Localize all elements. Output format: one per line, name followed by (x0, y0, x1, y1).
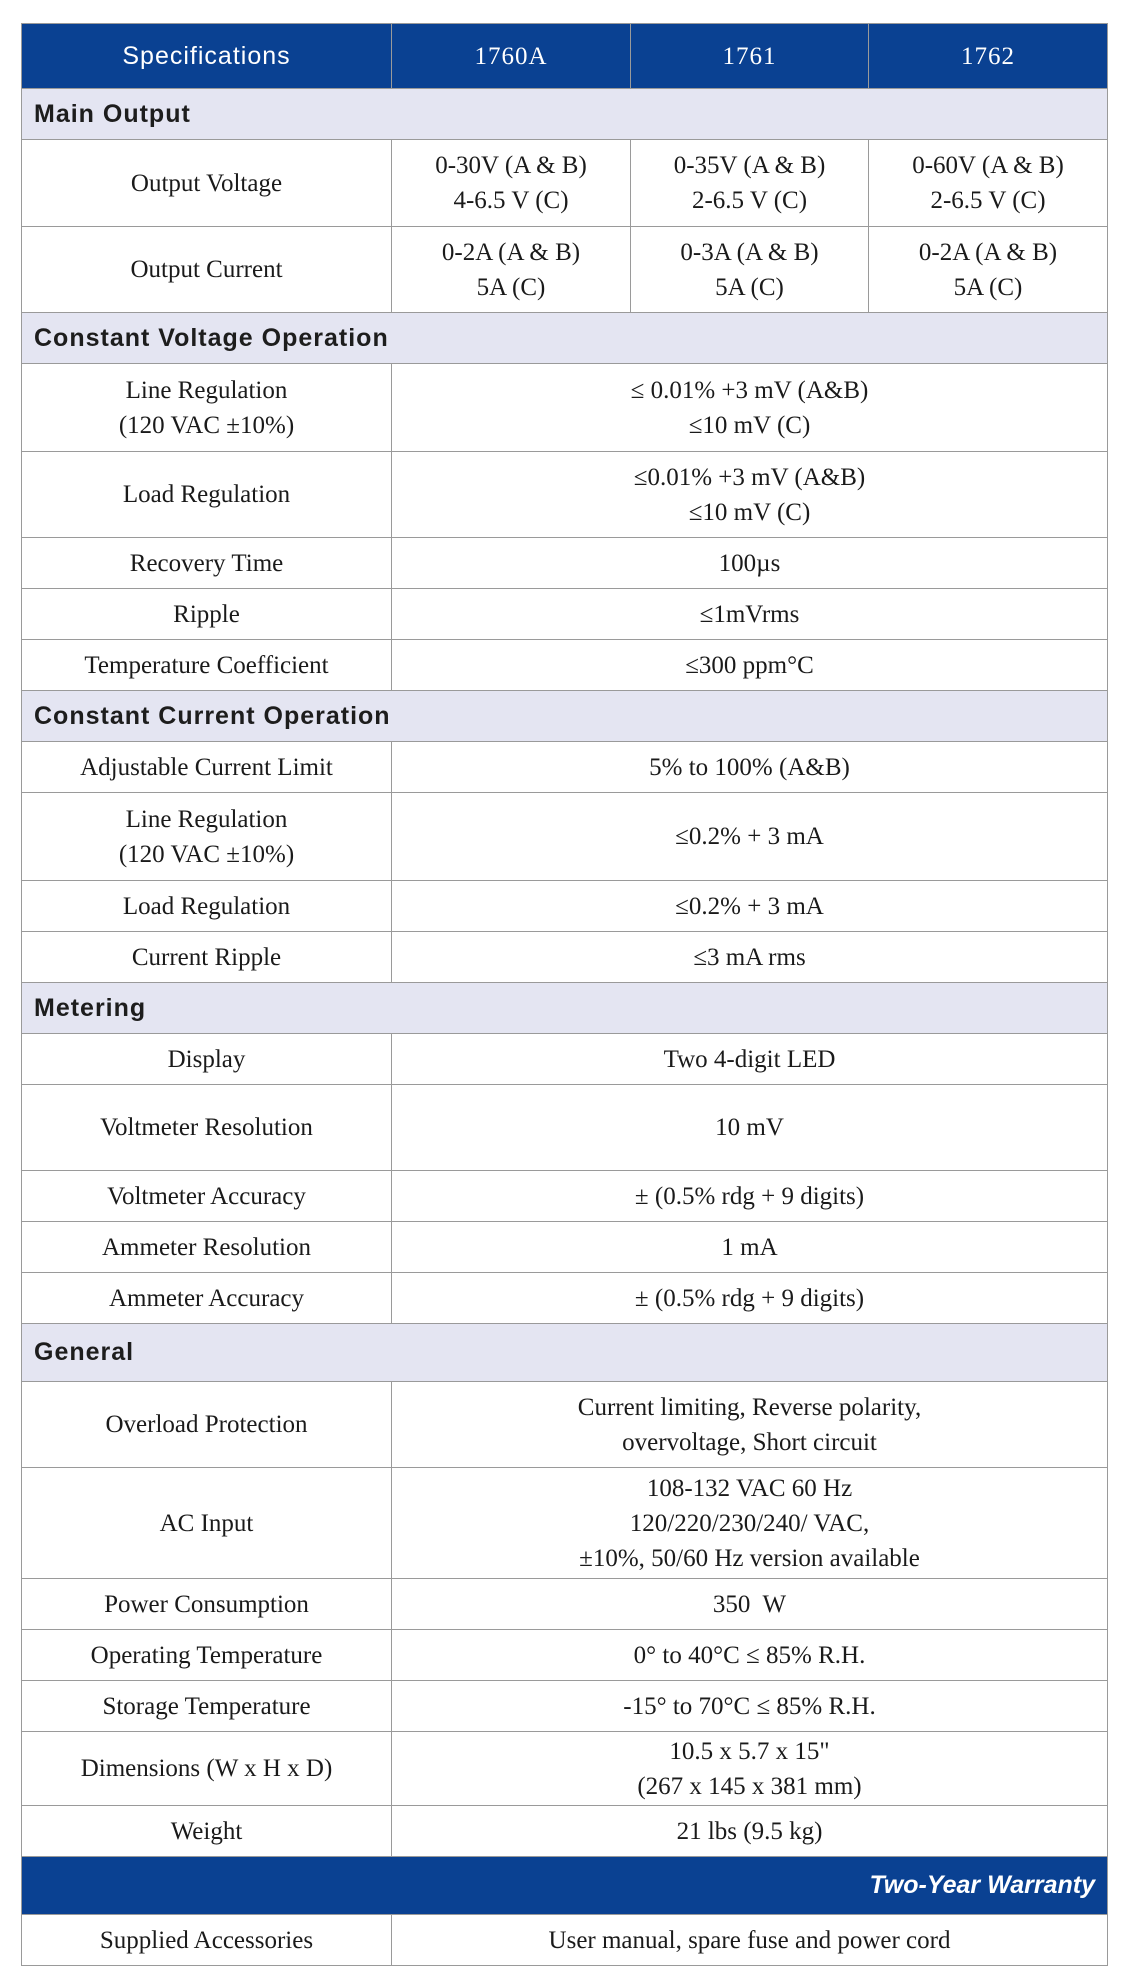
table-row (22, 1681, 1108, 1732)
value-cell (392, 364, 1108, 452)
table-row (22, 793, 1108, 881)
value-cell: ≤1mVrms (392, 589, 1108, 640)
value-line: 0-2A (A & B) (441, 238, 581, 266)
table-row (22, 364, 1108, 452)
value-cell: ± (0.5% rdg + 9 digits) (392, 1273, 1108, 1324)
label-line: Line Regulation (125, 805, 288, 833)
value-cell: ≤0.2% + 3 mA (392, 793, 1108, 881)
section-constant-voltage (22, 313, 1108, 364)
section-title: Constant Voltage Operation (22, 313, 1108, 364)
row-label: Voltmeter Accuracy (22, 1171, 392, 1222)
row-label: Ripple (22, 589, 392, 640)
value-line: overvoltage, Short circuit (622, 1428, 877, 1456)
value-cell: -15° to 70°C ≤ 85% R.H. (392, 1681, 1108, 1732)
value-cell (631, 227, 869, 313)
value-cell: ≤0.2% + 3 mA (392, 881, 1108, 932)
table-row (22, 140, 1108, 227)
row-label: Supplied Accessories (22, 1915, 392, 1966)
value-cell (631, 140, 869, 227)
value-cell: 1 mA (392, 1222, 1108, 1273)
table-row (22, 881, 1108, 932)
label-line: (120 VAC ±10%) (118, 840, 295, 868)
row-label: Storage Temperature (22, 1681, 392, 1732)
row-label: Ammeter Accuracy (22, 1273, 392, 1324)
table-row (22, 640, 1108, 691)
row-label: Output Voltage (22, 140, 392, 227)
value-cell: ≤3 mA rms (392, 932, 1108, 983)
table-row (22, 452, 1108, 538)
section-title: General (22, 1324, 1108, 1382)
label-line: Line Regulation (125, 376, 288, 404)
value-line: ≤ 0.01% +3 mV (A&B) (630, 376, 869, 404)
value-line: 4-6.5 V (C) (453, 187, 569, 214)
row-label: Power Consumption (22, 1579, 392, 1630)
table-header-row (22, 24, 1108, 89)
value-line: 2-6.5 V (C) (930, 187, 1046, 214)
value-cell (392, 1382, 1108, 1468)
value-line: ≤0.01% +3 mV (A&B) (633, 463, 866, 491)
table-row (22, 538, 1108, 589)
table-row (22, 1732, 1108, 1806)
row-label: Current Ripple (22, 932, 392, 983)
value-cell (869, 227, 1108, 313)
value-line: Current limiting, Reverse polarity, (577, 1393, 922, 1421)
section-title: Metering (22, 983, 1108, 1034)
value-line: ≤10 mV (C) (688, 411, 811, 439)
value-cell (869, 140, 1108, 227)
value-cell (392, 1732, 1108, 1806)
section-main-output (22, 89, 1108, 140)
table-row (22, 932, 1108, 983)
table-row (22, 1630, 1108, 1681)
value-line: 2-6.5 V (C) (691, 187, 808, 214)
value-cell: 350 W (392, 1579, 1108, 1630)
value-line: 0-30V (A & B) (435, 152, 587, 179)
warranty-text: Two-Year Warranty (22, 1857, 1108, 1915)
row-label: Load Regulation (22, 881, 392, 932)
row-label: Ammeter Resolution (22, 1222, 392, 1273)
table-row (22, 1382, 1108, 1468)
row-label: Weight (22, 1806, 392, 1857)
table-row (22, 1468, 1108, 1579)
section-metering (22, 983, 1108, 1034)
section-title: Main Output (22, 89, 1108, 140)
value-cell: 0° to 40°C ≤ 85% R.H. (392, 1630, 1108, 1681)
table-row (22, 1915, 1108, 1966)
row-label: Voltmeter Resolution (22, 1085, 392, 1171)
row-label: Adjustable Current Limit (22, 742, 392, 793)
value-line: 5A (C) (476, 273, 546, 301)
header-model-1762: 1762 (869, 24, 1108, 89)
row-label: Operating Temperature (22, 1630, 392, 1681)
value-cell (392, 140, 631, 227)
table-row (22, 1171, 1108, 1222)
table-row (22, 1222, 1108, 1273)
value-cell: 21 lbs (9.5 kg) (392, 1806, 1108, 1857)
row-label: Dimensions (W x H x D) (22, 1732, 392, 1806)
value-cell: 10 mV (392, 1085, 1108, 1171)
table-row (22, 1034, 1108, 1085)
value-line: ≤10 mV (C) (688, 498, 811, 526)
header-model-1760a: 1760A (392, 24, 631, 89)
row-label: Temperature Coefficient (22, 640, 392, 691)
value-line: 5A (C) (953, 273, 1023, 301)
label-line: (120 VAC ±10%) (118, 411, 295, 439)
value-line: 10.5 x 5.7 x 15" (669, 1737, 830, 1765)
value-line: 5A (C) (715, 273, 784, 301)
row-label: Display (22, 1034, 392, 1085)
table-row (22, 1806, 1108, 1857)
value-cell: Two 4-digit LED (392, 1034, 1108, 1085)
value-cell (392, 227, 631, 313)
value-cell: 5% to 100% (A&B) (392, 742, 1108, 793)
specifications-table (21, 23, 1108, 1966)
value-cell: ± (0.5% rdg + 9 digits) (392, 1171, 1108, 1222)
row-label: Recovery Time (22, 538, 392, 589)
row-label (22, 364, 392, 452)
table-row (22, 589, 1108, 640)
value-line: 108-132 VAC 60 Hz (646, 1474, 853, 1502)
row-label: Overload Protection (22, 1382, 392, 1468)
table-row (22, 742, 1108, 793)
table-row (22, 227, 1108, 313)
table-row (22, 1273, 1108, 1324)
table-row (22, 1085, 1108, 1171)
warranty-banner (22, 1857, 1108, 1915)
section-general (22, 1324, 1108, 1382)
header-model-1761: 1761 (631, 24, 869, 89)
header-specifications: Specifications (22, 24, 392, 89)
row-label: AC Input (22, 1468, 392, 1579)
value-cell: User manual, spare fuse and power cord (392, 1915, 1108, 1966)
row-label: Load Regulation (22, 452, 392, 538)
section-constant-current (22, 691, 1108, 742)
value-cell: ≤300 ppm°C (392, 640, 1108, 691)
value-line: 0-2A (A & B) (918, 238, 1058, 266)
value-line: ±10%, 50/60 Hz version available (579, 1544, 920, 1572)
value-line: (267 x 145 x 381 mm) (637, 1772, 862, 1800)
value-cell: 100µs (392, 538, 1108, 589)
section-title: Constant Current Operation (22, 691, 1108, 742)
value-cell (392, 452, 1108, 538)
row-label (22, 793, 392, 881)
value-line: 0-3A (A & B) (680, 238, 819, 266)
value-line: 120/220/230/240/ VAC, (629, 1509, 870, 1537)
row-label: Output Current (22, 227, 392, 313)
table-row (22, 1579, 1108, 1630)
value-line: 0-35V (A & B) (673, 152, 826, 179)
value-cell (392, 1468, 1108, 1579)
value-line: 0-60V (A & B) (912, 152, 1064, 179)
